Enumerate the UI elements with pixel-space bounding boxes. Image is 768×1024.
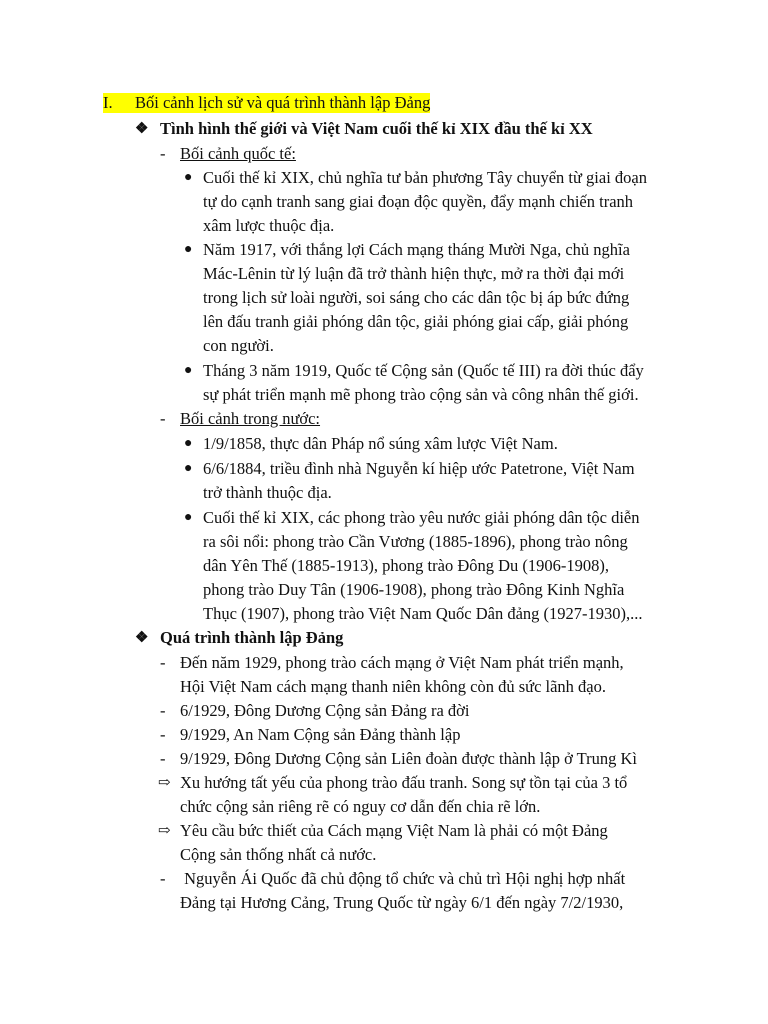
bullet-text: Năm 1917, với thắng lợi Cách mạng tháng Mười Nga, chủ nghĩa xyxy=(203,240,630,259)
bullet-icon: ● xyxy=(184,363,193,378)
section-number: I. xyxy=(103,93,139,113)
intl-context-label: Bối cảnh quốc tế: xyxy=(180,144,296,163)
item-text: chức cộng sản riêng rẽ có nguy cơ dẫn đến chia rẽ lớn. xyxy=(180,797,541,816)
bullet-text: con người. xyxy=(203,336,274,355)
section-title: Bối cảnh lịch sử và quá trình thành lập Đảng xyxy=(135,93,431,112)
bullet-text: ra sôi nổi: phong trào Cần Vương (1885-1896), phong trào nông xyxy=(203,532,628,551)
bullet-text: Mác-Lênin từ lý luận đã trở thành hiện thực, mở ra thời đại mới xyxy=(203,264,625,283)
right-arrow-icon: ⇨ xyxy=(158,823,171,839)
item-text: Yêu cầu bức thiết của Cách mạng Việt Nam là phải có một Đảng xyxy=(180,821,608,840)
dash-marker: - xyxy=(160,749,166,768)
subheading-title: Tình hình thế giới và Việt Nam cuối thế kỉ XIX đầu thế kỉ XX xyxy=(160,119,593,138)
bullet-icon: ● xyxy=(184,461,193,476)
item-text: Nguyễn Ái Quốc đã chủ động tổ chức và chủ trì Hội nghị hợp nhất xyxy=(180,869,626,888)
item-text: 9/1929, Đông Dương Cộng sản Liên đoàn được thành lập ở Trung Kì xyxy=(180,749,637,768)
bullet-text: Cuối thế kỉ XIX, các phong trào yêu nước giải phóng dân tộc diễn xyxy=(203,508,640,527)
dash-marker: - xyxy=(160,725,166,744)
item-text: Đến năm 1929, phong trào cách mạng ở Việt Nam phát triển mạnh, xyxy=(180,653,624,672)
item-text: 6/1929, Đông Dương Cộng sản Đảng ra đời xyxy=(180,701,470,720)
subheading-title: Quá trình thành lập Đảng xyxy=(160,628,344,647)
bullet-icon: ● xyxy=(184,510,193,525)
dash-marker: - xyxy=(160,653,166,672)
dash-marker: - xyxy=(160,869,166,888)
dash-marker: - xyxy=(160,701,166,720)
item-text: Đảng tại Hương Cảng, Trung Quốc từ ngày 6/1 đến ngày 7/2/1930, xyxy=(180,893,624,912)
diamond-bullet-icon: ❖ xyxy=(135,630,149,646)
bullet-text: Cuối thế kỉ XIX, chủ nghĩa tư bản phương Tây chuyển từ giai đoạn xyxy=(203,168,648,187)
bullet-text: Tháng 3 năm 1919, Quốc tế Cộng sản (Quốc tế III) ra đời thúc đẩy xyxy=(203,361,644,380)
bullet-text: 1/9/1858, thực dân Pháp nổ súng xâm lược Việt Nam. xyxy=(203,434,558,453)
item-text: Hội Việt Nam cách mạng thanh niên không còn đủ sức lãnh đạo. xyxy=(180,677,607,696)
bullet-text: trong lịch sử loài người, soi sáng cho các dân tộc bị áp bức đứng xyxy=(203,288,630,307)
bullet-text: trở thành thuộc địa. xyxy=(203,483,332,502)
bullet-icon: ● xyxy=(184,242,193,257)
bullet-icon: ● xyxy=(184,436,193,451)
bullet-text: 6/6/1884, triều đình nhà Nguyễn kí hiệp ước Patetrone, Việt Nam xyxy=(203,459,635,478)
bullet-text: phong trào Duy Tân (1906-1908), phong trào Đông Kinh Nghĩa xyxy=(203,580,625,599)
item-text: Xu hướng tất yếu của phong trào đấu tranh. Song sự tồn tại của 3 tổ xyxy=(180,773,628,792)
bullet-text: lên đấu tranh giải phóng dân tộc, giải phóng giai cấp, giải phóng xyxy=(203,312,629,331)
diamond-bullet-icon: ❖ xyxy=(135,121,149,137)
bullet-text: sự phát triển mạnh mẽ phong trào cộng sản và công nhân thế giới. xyxy=(203,385,639,404)
bullet-text: dân Yên Thế (1885-1913), phong trào Đông Du (1906-1908), xyxy=(203,556,610,575)
item-text: 9/1929, An Nam Cộng sản Đảng thành lập xyxy=(180,725,461,744)
right-arrow-icon: ⇨ xyxy=(158,775,171,791)
dash-marker: - xyxy=(160,409,166,428)
bullet-text: Thục (1907), phong trào Việt Nam Quốc Dân đảng (1927-1930),... xyxy=(203,604,643,623)
item-text: Cộng sản thống nhất cả nước. xyxy=(180,845,377,864)
bullet-text: tự do cạnh tranh sang giai đoạn độc quyền, đẩy mạnh chiến tranh xyxy=(203,192,634,211)
domestic-context-label: Bối cảnh trong nước: xyxy=(180,409,321,428)
dash-marker: - xyxy=(160,144,166,163)
bullet-text: xâm lược thuộc địa. xyxy=(203,216,335,235)
bullet-icon: ● xyxy=(184,170,193,185)
